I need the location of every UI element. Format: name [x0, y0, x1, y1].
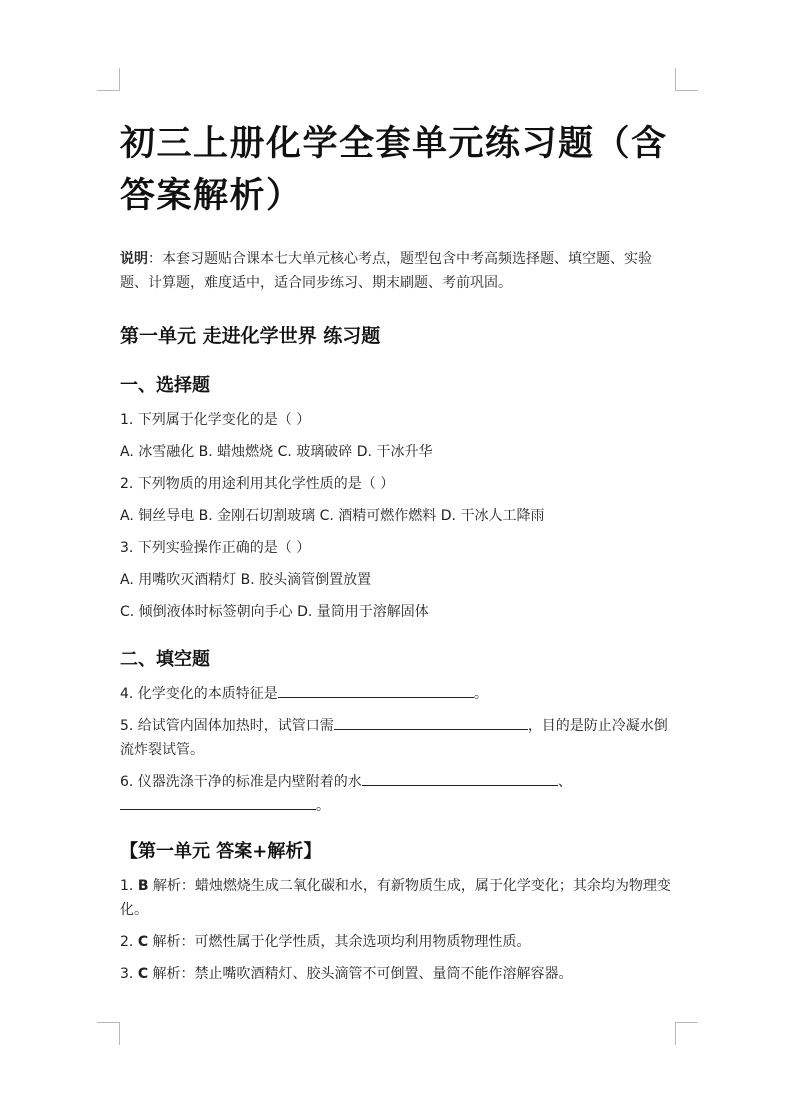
choice-section-heading: 一、选择题: [120, 375, 210, 396]
question-2-options: A. 铜丝导电 B. 金刚石切割玻璃 C. 酒精可燃作燃料 D. 干冰人工降雨: [120, 508, 545, 524]
crop-mark-bottom-right: [675, 1022, 698, 1045]
answer-number: 1.: [120, 878, 134, 894]
crop-mark-bottom-left: [97, 1022, 120, 1045]
answer-3: [120, 962, 676, 986]
question-6-end: 。: [316, 798, 330, 814]
question-5-text: 5. 给试管内固体加热时，试管口需: [120, 718, 334, 734]
answer-key: C: [137, 934, 149, 950]
question-3-options-line2: C. 倾倒液体时标签朝向手心 D. 量筒用于溶解固体: [120, 604, 429, 620]
answer-explanation: 解析：禁止嘴吹酒精灯、胶头滴管不可倒置、量筒不能作溶解容器。: [148, 966, 573, 982]
answer-explanation: 解析：蜡烛燃烧生成二氧化碳和水，有新物质生成，属于化学变化；其余均为物理变化。: [120, 878, 671, 918]
question-6-text: 6. 仪器洗涤干净的标准是内壁附着的水: [120, 774, 362, 790]
question-5: [120, 714, 676, 762]
question-1-options: A. 冰雪融化 B. 蜡烛燃烧 C. 玻璃破碎 D. 干冰升华: [120, 444, 433, 460]
crop-mark-top-right: [675, 68, 698, 91]
intro-text: ：本套习题贴合课本七大单元核心考点，题型包含中考高频选择题、填空题、实验题、计算题，难度适中，适合同步练习、期末刷题、考前巩固。: [120, 251, 652, 291]
question-6: [120, 770, 676, 818]
crop-mark-top-left: [97, 68, 120, 91]
fill-section-heading: 二、填空题: [120, 649, 210, 670]
intro-paragraph: [120, 247, 676, 295]
answer-number: 2.: [120, 934, 134, 950]
intro-label: 说明: [120, 251, 148, 267]
answer-key: B: [137, 878, 149, 894]
document-title: 初三上册化学全套单元练习题（含答案解析）: [120, 124, 668, 216]
answer-blank: [278, 683, 474, 698]
answer-blank: [120, 795, 316, 810]
answer-explanation: 解析：可燃性属于化学性质，其余选项均利用物质物理性质。: [148, 934, 531, 950]
question-4: [120, 682, 676, 706]
document-page: [120, 118, 676, 986]
question-1: 1. 下列属于化学变化的是（ ）: [120, 412, 311, 428]
answer-number: 3.: [120, 966, 134, 982]
answer-1: [120, 874, 676, 922]
question-3: 3. 下列实验操作正确的是（ ）: [120, 540, 311, 556]
answer-2: [120, 930, 676, 954]
question-6-separator: 、: [557, 774, 572, 790]
answer-key: C: [137, 966, 149, 982]
question-4-end: 。: [473, 686, 488, 702]
unit1-heading: 第一单元 走进化学世界 练习题: [120, 325, 381, 347]
question-5-end: ，目的是防止冷凝水倒流炸裂试管。: [120, 718, 668, 758]
answers-heading: 【第一单元 答案+解析】: [120, 841, 322, 862]
answer-blank: [362, 771, 558, 786]
question-3-options-line1: A. 用嘴吹灭酒精灯 B. 胶头滴管倒置放置: [120, 572, 372, 588]
question-2: 2. 下列物质的用途利用其化学性质的是（ ）: [120, 476, 395, 492]
answer-blank: [334, 715, 528, 730]
question-4-text: 4. 化学变化的本质特征是: [120, 686, 278, 702]
